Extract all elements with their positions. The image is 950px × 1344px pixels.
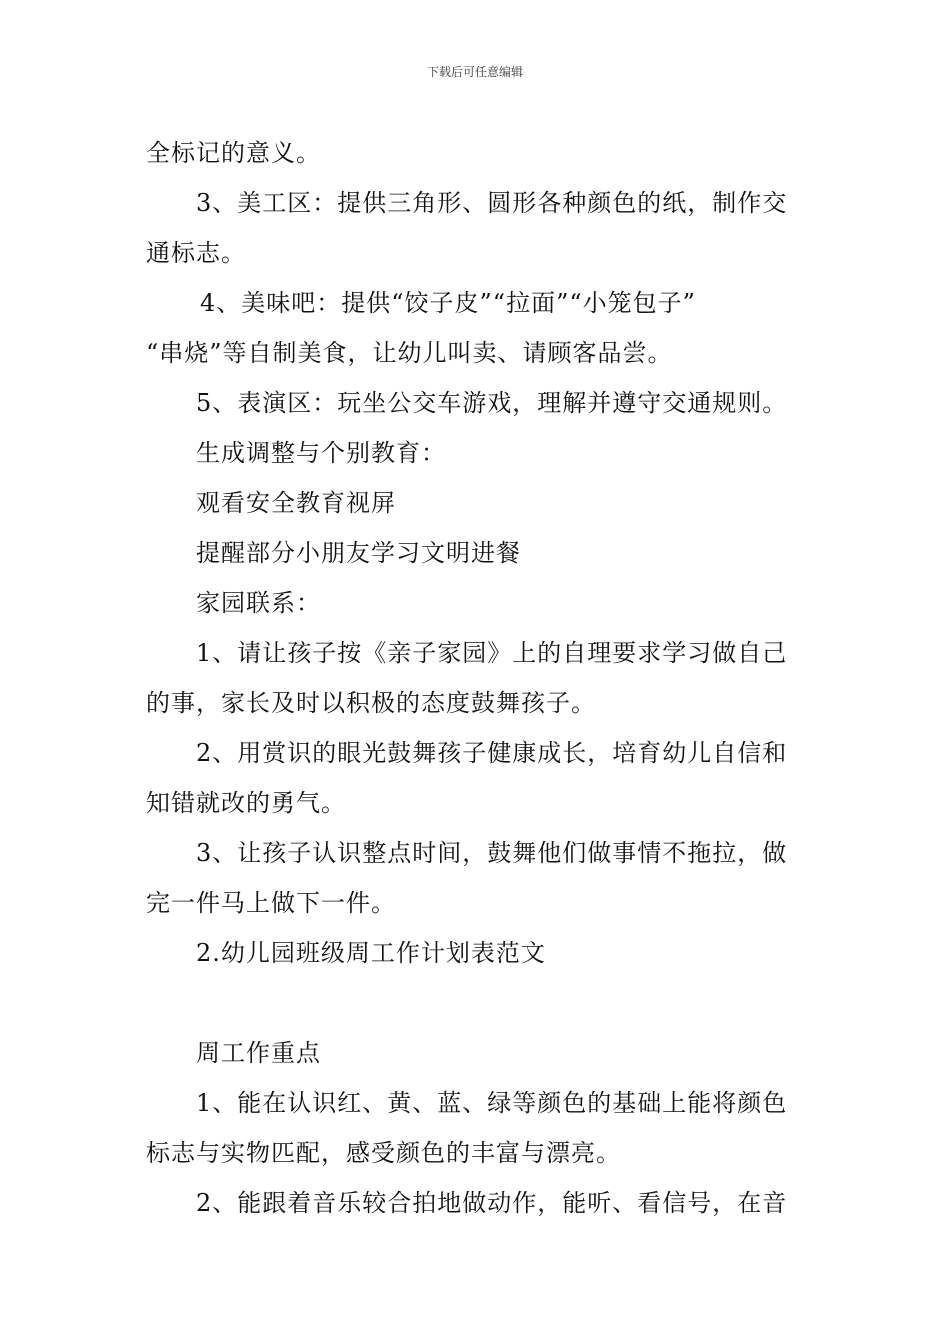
paragraph-line: 2、用赏识的眼光鼓舞孩子健康成长，培育幼儿自信和 bbox=[196, 739, 788, 767]
paragraph-line: 3、美工区：提供三角形、圆形各种颜色的纸，制作交 bbox=[196, 189, 788, 217]
paragraph-line: 4、美味吧：提供“饺子皮”“拉面”“小笼包子” bbox=[200, 289, 696, 317]
section-heading: 生成调整与个别教育： bbox=[196, 439, 446, 467]
document-body bbox=[146, 128, 808, 1228]
paragraph-line: 知错就改的勇气。 bbox=[146, 789, 346, 817]
paragraph-line: “串烧”等自制美食，让幼儿叫卖、请顾客品尝。 bbox=[146, 339, 673, 367]
paragraph-line: 2、能跟着音乐较合拍地做动作，能听、看信号，在音 bbox=[196, 1189, 788, 1217]
section-heading: 周工作重点 bbox=[196, 1039, 321, 1067]
paragraph-line: 标志与实物匹配，感受颜色的丰富与漂亮。 bbox=[146, 1139, 621, 1167]
paragraph-line: 3、让孩子认识整点时间，鼓舞他们做事情不拖拉，做 bbox=[196, 839, 788, 867]
paragraph-line: 完一件马上做下一件。 bbox=[146, 889, 396, 917]
paragraph-line: 全标记的意义。 bbox=[146, 139, 321, 167]
paragraph-line: 1、请让孩子按《亲子家园》上的自理要求学习做自己 bbox=[196, 639, 788, 667]
paragraph-line: 通标志。 bbox=[146, 239, 246, 267]
section-title: 2.幼儿园班级周工作计划表范文 bbox=[196, 939, 546, 967]
paragraph-line: 观看安全教育视屏 bbox=[196, 489, 396, 517]
paragraph-line: 的事，家长及时以积极的态度鼓舞孩子。 bbox=[146, 689, 596, 717]
blank-line bbox=[146, 978, 808, 1028]
page-header: 下载后可任意编辑 bbox=[426, 65, 523, 79]
paragraph-line: 1、能在认识红、黄、蓝、绿等颜色的基础上能将颜色 bbox=[196, 1089, 788, 1117]
paragraph-line: 提醒部分小朋友学习文明进餐 bbox=[196, 539, 521, 567]
section-heading: 家园联系： bbox=[196, 589, 321, 617]
paragraph-line: 5、表演区：玩坐公交车游戏，理解并遵守交通规则。 bbox=[196, 389, 788, 417]
